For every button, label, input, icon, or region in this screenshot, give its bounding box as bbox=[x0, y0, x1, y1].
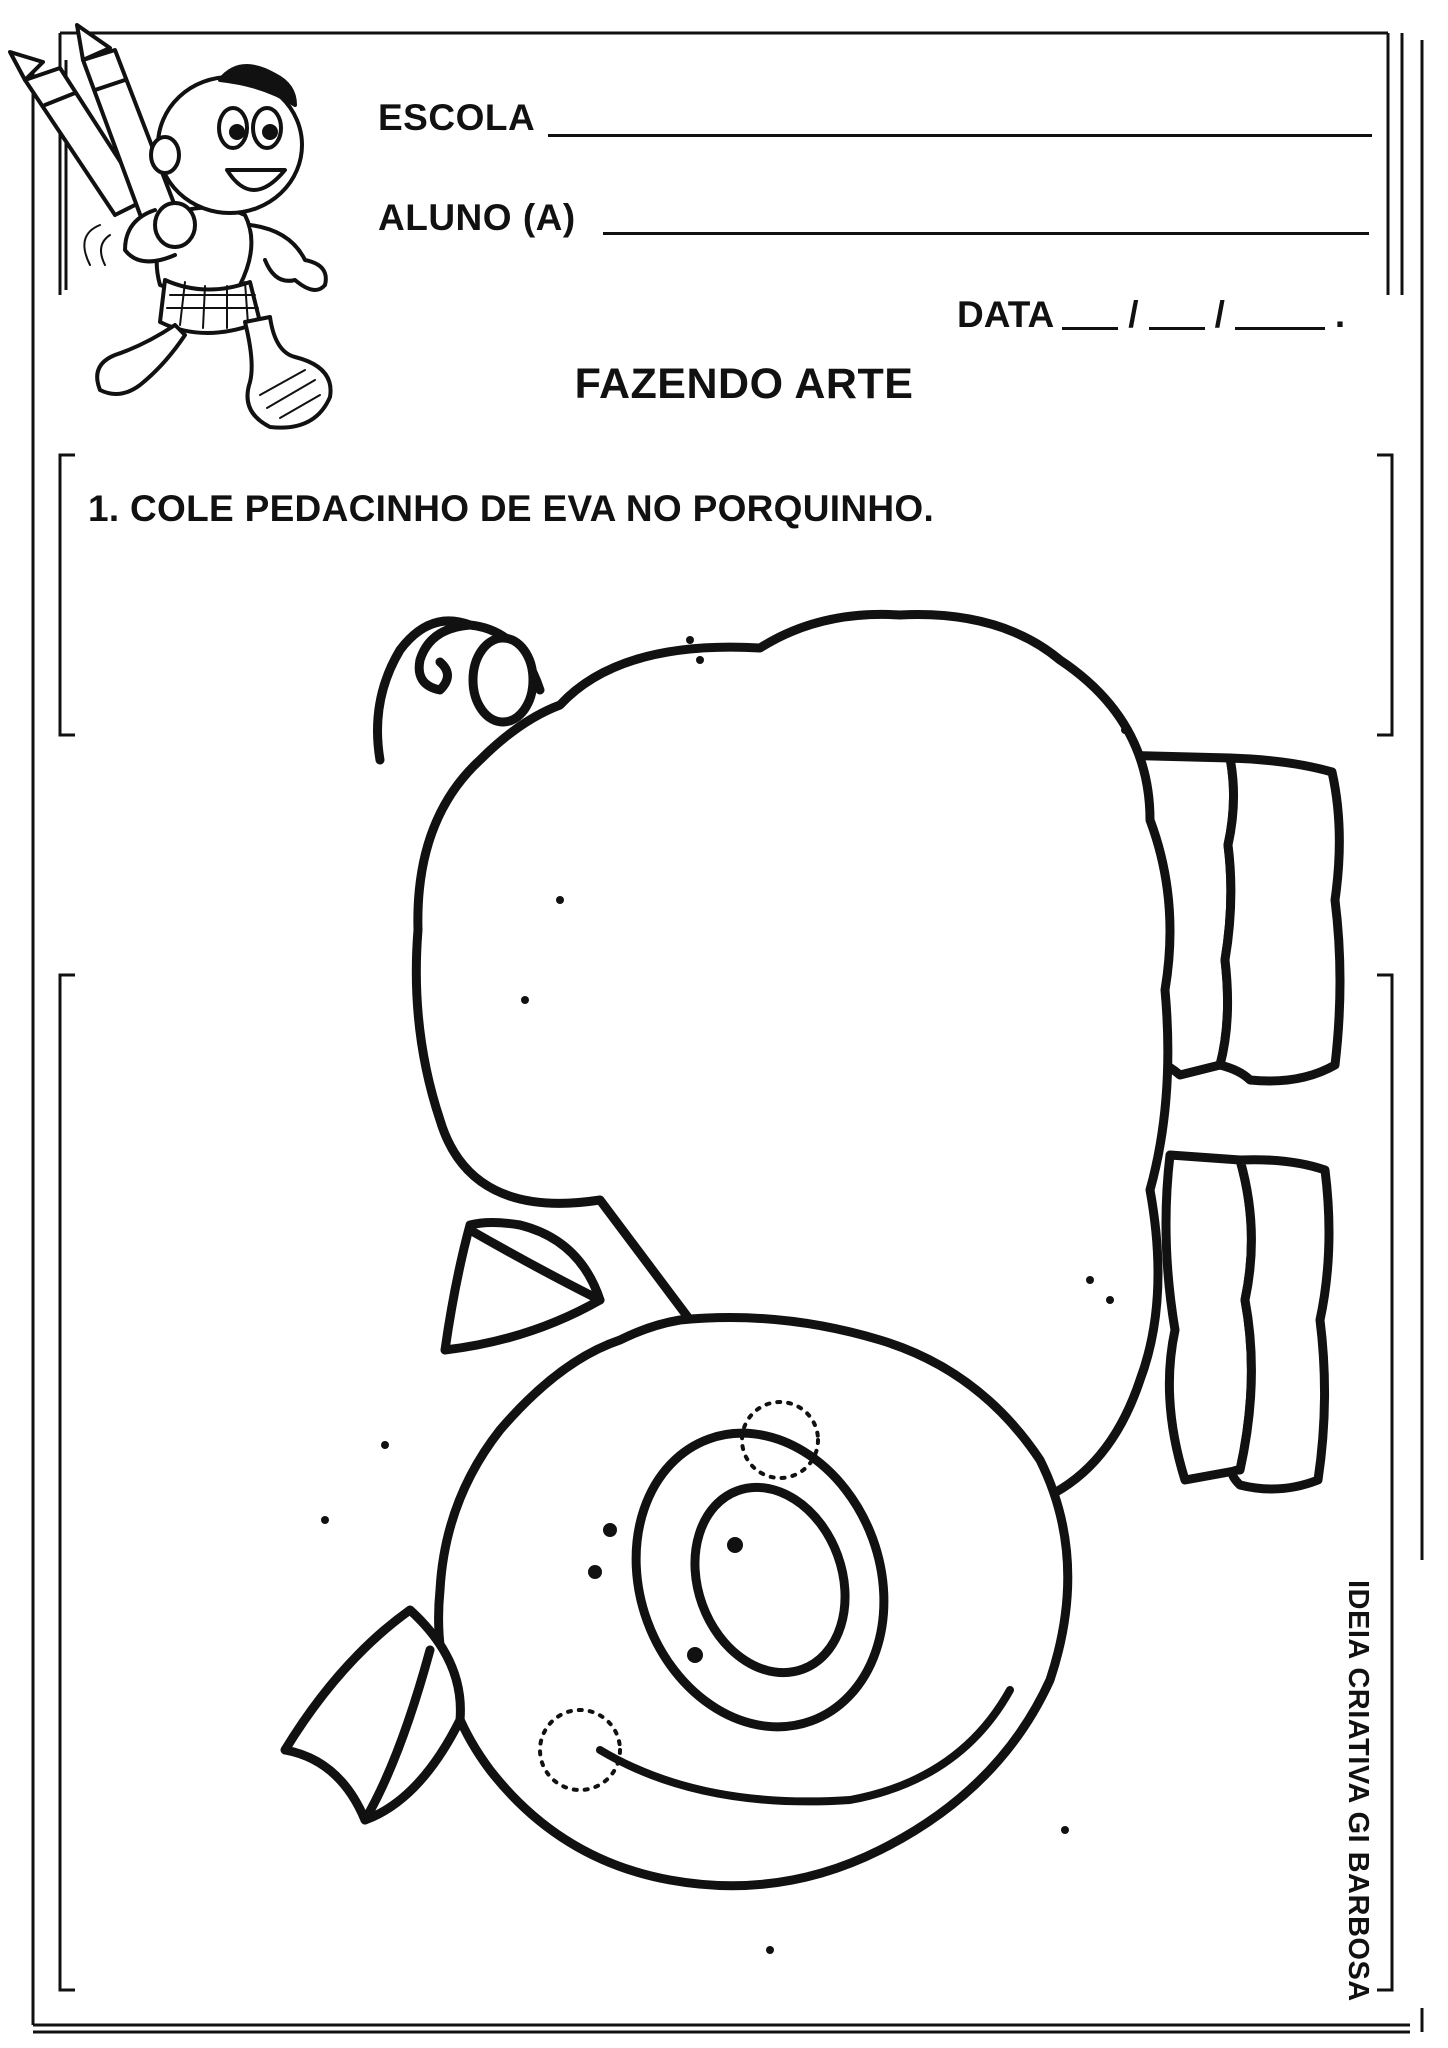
date-separator: / bbox=[1214, 294, 1225, 335]
date-end: . bbox=[1334, 294, 1346, 335]
author-credit: IDEIA CRIATIVA GI BARBOSA bbox=[1342, 1580, 1374, 2002]
date-label: DATA bbox=[957, 294, 1055, 335]
student-label: ALUNO (A) bbox=[378, 197, 576, 238]
school-label: ESCOLA bbox=[378, 97, 536, 138]
activity-title: FAZENDO ARTE bbox=[574, 360, 914, 408]
date-separator: / bbox=[1128, 294, 1139, 335]
activity-instruction: 1. COLE PEDACINHO DE EVA NO PORQUINHO. bbox=[88, 488, 935, 529]
